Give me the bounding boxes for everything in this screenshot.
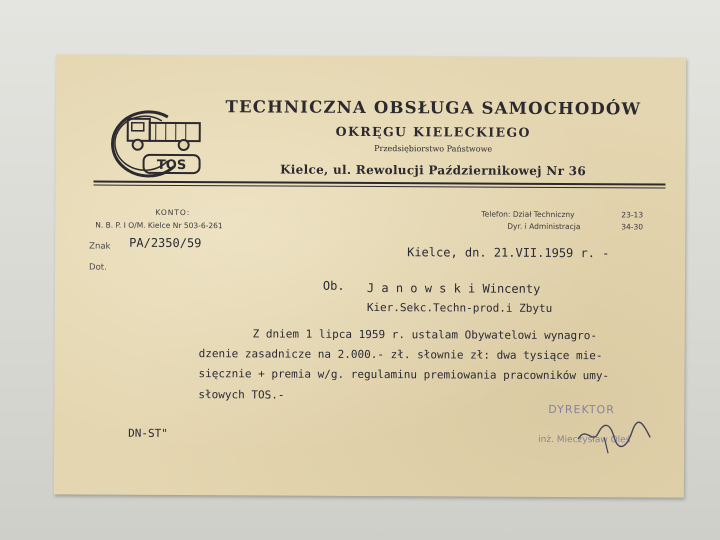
letter-paper: [54, 54, 686, 497]
company-address: Kielce, ul. Rewolucji Październikowej Nr 36: [280, 162, 587, 179]
phone-number-technical: 23-13: [621, 210, 644, 220]
znak-value: PA/2350/59: [129, 235, 202, 251]
phone-label-admin: Dyr. i Administracja: [507, 221, 581, 232]
phone-label-technical: Telefon: Dział Techniczny: [481, 209, 575, 220]
body-line-3: sięcznie + premia w/g. regulaminu premiowania pracowników umy-: [198, 367, 610, 383]
account-value: N. B. P. I O/M. Kielce Nr 503-6-261: [95, 220, 223, 231]
account-label: KONTO:: [155, 207, 191, 218]
body-line-1: Z dniem 1 lipca 1959 r. ustalam Obywatelowi wynagro-: [252, 327, 598, 343]
company-name: TECHNICZNA OBSŁUGA SAMOCHODÓW: [225, 97, 642, 119]
stamp-name: inż. Mieczysław Oleś: [538, 434, 631, 446]
recipient-prefix: Ob.: [322, 278, 345, 293]
handwritten-signature: [574, 419, 654, 455]
company-type: Przedsiębiorstwo Państwowe: [374, 144, 493, 154]
header-rule-thin: [93, 185, 665, 189]
logo-text: TOS: [156, 157, 187, 174]
recipient-name: J a n o w s k i Wincenty: [366, 280, 541, 296]
date-line: Kielce, dn. 21.VII.1959 r. -: [407, 245, 610, 261]
body-line-2: dzenie zasadnicze na 2.000.- zł. słownie zł: dwa tysiące mie-: [198, 347, 603, 363]
phone-number-admin: 34-30: [621, 222, 644, 232]
company-region: OKRĘGU KIELECKIEGO: [335, 123, 531, 140]
footer-code: DN-ST": [128, 426, 168, 440]
znak-label: Znak: [89, 241, 111, 252]
body-line-4: słowych TOS.-: [198, 388, 285, 402]
tos-truck-logo: [96, 101, 204, 180]
recipient-title: Kier.Sekc.Techn-prod.i Zbytu: [366, 300, 553, 315]
dot-label: Dot.: [89, 262, 107, 273]
stamp-title: DYREKTOR: [548, 402, 615, 417]
